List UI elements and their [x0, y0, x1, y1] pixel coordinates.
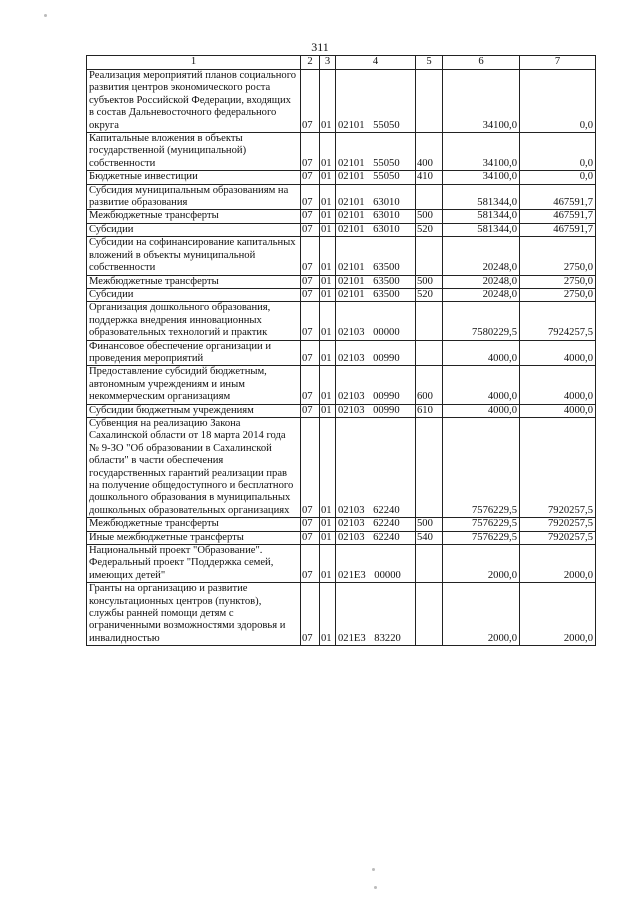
row-expense-type — [416, 237, 443, 275]
row-subsection: 01 — [320, 210, 336, 223]
row-subsection: 01 — [320, 302, 336, 340]
row-target-article: 02103 00000 — [336, 302, 416, 340]
row-amount-year1: 7576229,5 — [443, 417, 520, 517]
row-target-article: 02103 00990 — [336, 366, 416, 404]
row-section: 07 — [301, 531, 320, 544]
row-target-article: 02101 63500 — [336, 237, 416, 275]
row-subsection: 01 — [320, 404, 336, 417]
row-expense-type — [416, 545, 443, 583]
row-expense-type: 540 — [416, 531, 443, 544]
row-amount-year2: 467591,7 — [520, 184, 596, 210]
row-amount-year1: 581344,0 — [443, 210, 520, 223]
row-section: 07 — [301, 518, 320, 531]
row-subsection: 01 — [320, 70, 336, 133]
header-col-6: 6 — [443, 56, 520, 70]
header-col-4: 4 — [336, 56, 416, 70]
row-section: 07 — [301, 366, 320, 404]
header-col-7: 7 — [520, 56, 596, 70]
table-row — [87, 404, 596, 417]
row-subsection: 01 — [320, 545, 336, 583]
row-section: 07 — [301, 275, 320, 288]
row-expense-type — [416, 302, 443, 340]
row-subsection: 01 — [320, 275, 336, 288]
row-amount-year2: 4000,0 — [520, 366, 596, 404]
row-target-article: 021E3 83220 — [336, 583, 416, 646]
row-subsection: 01 — [320, 223, 336, 236]
row-amount-year1: 34100,0 — [443, 133, 520, 171]
row-section: 07 — [301, 417, 320, 517]
table-row — [87, 583, 596, 646]
row-name: Субсидии бюджетным учреждениям — [87, 404, 301, 417]
row-amount-year1: 7580229,5 — [443, 302, 520, 340]
table-row — [87, 237, 596, 275]
row-subsection: 01 — [320, 184, 336, 210]
row-section: 07 — [301, 404, 320, 417]
row-name: Субсидии — [87, 223, 301, 236]
row-amount-year2: 7920257,5 — [520, 531, 596, 544]
row-target-article: 02101 63010 — [336, 210, 416, 223]
row-target-article: 02103 62240 — [336, 518, 416, 531]
row-amount-year2: 2000,0 — [520, 545, 596, 583]
row-amount-year2: 467591,7 — [520, 223, 596, 236]
row-name: Субсидия муниципальным образованиям на развитие образования — [87, 184, 301, 210]
row-subsection: 01 — [320, 518, 336, 531]
row-target-article: 02101 55050 — [336, 171, 416, 184]
row-name: Национальный проект "Образование". Федеральный проект "Поддержка семей, имеющих детей" — [87, 545, 301, 583]
row-section: 07 — [301, 70, 320, 133]
row-expense-type: 520 — [416, 223, 443, 236]
row-name: Реализация мероприятий планов социального развития центров экономического роста субъектов Российской Федерации, входящих в состав Дальневосточного федерального округа — [87, 70, 301, 133]
row-target-article: 02103 62240 — [336, 417, 416, 517]
row-section: 07 — [301, 210, 320, 223]
row-expense-type: 610 — [416, 404, 443, 417]
table-row — [87, 133, 596, 171]
row-name: Организация дошкольного образования, поддержка внедрения инновационных образовательных технологий и практик — [87, 302, 301, 340]
row-name: Предоставление субсидий бюджетным, автономным учреждениям и иным некоммерческим организациям — [87, 366, 301, 404]
row-amount-year2: 467591,7 — [520, 210, 596, 223]
row-section: 07 — [301, 133, 320, 171]
row-expense-type — [416, 340, 443, 366]
table-row — [87, 171, 596, 184]
row-name: Межбюджетные трансферты — [87, 210, 301, 223]
row-amount-year1: 4000,0 — [443, 366, 520, 404]
table-row — [87, 288, 596, 301]
row-name: Гранты на организацию и развитие консультационных центров (пунктов), службы ранней помощи детям с ограниченными возможностями здоровья и инвалидностью — [87, 583, 301, 646]
row-target-article: 021E3 00000 — [336, 545, 416, 583]
row-amount-year2: 2750,0 — [520, 275, 596, 288]
table-row — [87, 545, 596, 583]
header-col-3: 3 — [320, 56, 336, 70]
row-name: Капитальные вложения в объекты государственной (муниципальной) собственности — [87, 133, 301, 171]
table-row — [87, 366, 596, 404]
header-col-5: 5 — [416, 56, 443, 70]
table-header-row — [87, 56, 596, 70]
row-amount-year1: 20248,0 — [443, 237, 520, 275]
row-expense-type — [416, 184, 443, 210]
row-expense-type — [416, 583, 443, 646]
row-target-article: 02101 63010 — [336, 184, 416, 210]
row-subsection: 01 — [320, 531, 336, 544]
row-amount-year2: 7920257,5 — [520, 518, 596, 531]
row-amount-year2: 2750,0 — [520, 237, 596, 275]
row-target-article: 02101 63500 — [336, 288, 416, 301]
row-name: Межбюджетные трансферты — [87, 518, 301, 531]
row-subsection: 01 — [320, 583, 336, 646]
table-row — [87, 302, 596, 340]
table-row — [87, 210, 596, 223]
header-col-2: 2 — [301, 56, 320, 70]
row-amount-year1: 20248,0 — [443, 288, 520, 301]
header-col-1: 1 — [87, 56, 301, 70]
row-name: Субвенция на реализацию Закона Сахалинской области от 18 марта 2014 года № 9-ЗО "Об образовании в Сахалинской области" в части обеспечения государственных гарантий реализации прав на получение общедоступного и бесплатного дошкольного образования в муниципальных дошкольных образовательных организациях — [87, 417, 301, 517]
row-expense-type: 400 — [416, 133, 443, 171]
row-amount-year2: 7924257,5 — [520, 302, 596, 340]
row-section: 07 — [301, 340, 320, 366]
row-section: 07 — [301, 184, 320, 210]
row-amount-year1: 7576229,5 — [443, 531, 520, 544]
row-subsection: 01 — [320, 340, 336, 366]
row-section: 07 — [301, 583, 320, 646]
table-row — [87, 223, 596, 236]
row-subsection: 01 — [320, 133, 336, 171]
row-expense-type: 500 — [416, 210, 443, 223]
row-section: 07 — [301, 545, 320, 583]
row-target-article: 02101 55050 — [336, 70, 416, 133]
row-amount-year1: 34100,0 — [443, 70, 520, 133]
row-section: 07 — [301, 171, 320, 184]
table-row — [87, 417, 596, 517]
row-amount-year1: 2000,0 — [443, 583, 520, 646]
row-name: Иные межбюджетные трансферты — [87, 531, 301, 544]
row-section: 07 — [301, 223, 320, 236]
row-section: 07 — [301, 302, 320, 340]
row-amount-year2: 4000,0 — [520, 404, 596, 417]
row-target-article: 02101 55050 — [336, 133, 416, 171]
scan-speck — [44, 14, 47, 17]
table-row — [87, 70, 596, 133]
table-row — [87, 531, 596, 544]
row-amount-year1: 581344,0 — [443, 223, 520, 236]
row-expense-type: 520 — [416, 288, 443, 301]
row-section: 07 — [301, 237, 320, 275]
row-amount-year1: 34100,0 — [443, 171, 520, 184]
table-row — [87, 184, 596, 210]
table-row — [87, 340, 596, 366]
row-amount-year1: 2000,0 — [443, 545, 520, 583]
page-number: 311 — [311, 40, 329, 54]
row-target-article: 02101 63500 — [336, 275, 416, 288]
row-name: Субсидии на софинансирование капитальных вложений в объекты муниципальной собственности — [87, 237, 301, 275]
row-name: Субсидии — [87, 288, 301, 301]
scan-speck — [374, 886, 377, 889]
row-amount-year2: 0,0 — [520, 70, 596, 133]
row-target-article: 02103 62240 — [336, 531, 416, 544]
row-name: Бюджетные инвестиции — [87, 171, 301, 184]
row-target-article: 02103 00990 — [336, 404, 416, 417]
row-target-article: 02101 63010 — [336, 223, 416, 236]
row-amount-year1: 20248,0 — [443, 275, 520, 288]
row-amount-year2: 0,0 — [520, 133, 596, 171]
row-amount-year2: 7920257,5 — [520, 417, 596, 517]
row-expense-type: 500 — [416, 275, 443, 288]
row-section: 07 — [301, 288, 320, 301]
row-subsection: 01 — [320, 237, 336, 275]
row-amount-year1: 7576229,5 — [443, 518, 520, 531]
row-subsection: 01 — [320, 288, 336, 301]
row-amount-year2: 2000,0 — [520, 583, 596, 646]
row-amount-year2: 2750,0 — [520, 288, 596, 301]
table-row — [87, 518, 596, 531]
row-expense-type — [416, 417, 443, 517]
row-name: Финансовое обеспечение организации и проведения мероприятий — [87, 340, 301, 366]
row-amount-year2: 4000,0 — [520, 340, 596, 366]
row-expense-type: 410 — [416, 171, 443, 184]
row-subsection: 01 — [320, 171, 336, 184]
row-subsection: 01 — [320, 417, 336, 517]
table-row — [87, 275, 596, 288]
row-amount-year1: 581344,0 — [443, 184, 520, 210]
scan-speck — [372, 868, 375, 871]
row-amount-year2: 0,0 — [520, 171, 596, 184]
budget-table — [86, 55, 596, 646]
row-expense-type — [416, 70, 443, 133]
row-name: Межбюджетные трансферты — [87, 275, 301, 288]
row-expense-type: 500 — [416, 518, 443, 531]
row-expense-type: 600 — [416, 366, 443, 404]
row-amount-year1: 4000,0 — [443, 404, 520, 417]
row-subsection: 01 — [320, 366, 336, 404]
row-amount-year1: 4000,0 — [443, 340, 520, 366]
row-target-article: 02103 00990 — [336, 340, 416, 366]
